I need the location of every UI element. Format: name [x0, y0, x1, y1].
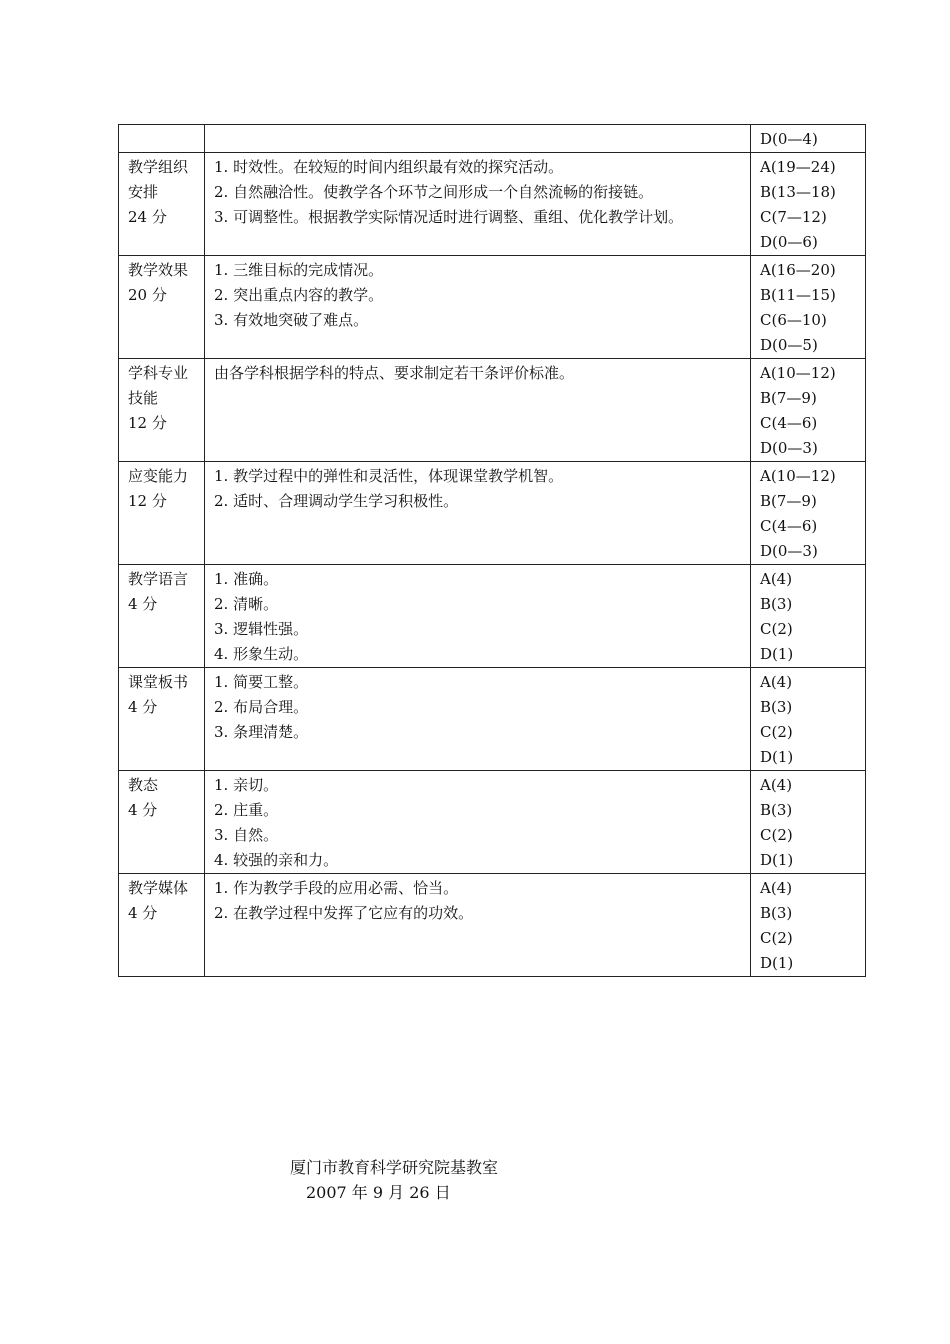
- criteria-line: 2. 在教学过程中发挥了它应有的功效。: [214, 904, 474, 922]
- grade-line: A(4): [760, 673, 793, 691]
- grade-line: C(2): [760, 620, 793, 638]
- criteria-line: 3. 自然。: [214, 826, 279, 844]
- grades-cell: [751, 771, 866, 874]
- criteria-line: 1. 时效性。在较短的时间内组织最有效的探究活动。: [214, 158, 564, 176]
- grade-line: C(2): [760, 723, 793, 741]
- grade-line: B(7—9): [760, 492, 817, 510]
- table-row: [119, 874, 866, 977]
- grade-line: B(3): [760, 801, 793, 819]
- category-line: 12 分: [128, 492, 167, 510]
- grade-line: D(0—6): [760, 233, 818, 251]
- evaluation-table-body: [119, 125, 866, 977]
- grades-cell: [751, 565, 866, 668]
- criteria-cell: [205, 125, 751, 153]
- criteria-line: 2. 自然融洽性。使教学各个环节之间形成一个自然流畅的衔接链。: [214, 183, 654, 201]
- category-cell: [119, 874, 205, 977]
- grade-line: A(4): [760, 776, 793, 794]
- category-cell: [119, 256, 205, 359]
- category-cell: [119, 359, 205, 462]
- grade-line: C(4—6): [760, 517, 818, 535]
- criteria-cell: [205, 668, 751, 771]
- table-row: [119, 359, 866, 462]
- grade-line: C(2): [760, 929, 793, 947]
- grade-line: D(0—3): [760, 439, 818, 457]
- category-cell: [119, 153, 205, 256]
- grade-line: A(4): [760, 879, 793, 897]
- grade-line: A(16—20): [760, 261, 836, 279]
- criteria-line: 1. 教学过程中的弹性和灵活性，体现课堂教学机智。: [214, 467, 564, 485]
- category-line: 12 分: [128, 414, 167, 432]
- criteria-cell: [205, 359, 751, 462]
- table-row: [119, 125, 866, 153]
- grade-line: A(19—24): [760, 158, 836, 176]
- criteria-cell: [205, 771, 751, 874]
- criteria-cell: [205, 874, 751, 977]
- criteria-line: 由各学科根据学科的特点、要求制定若干条评价标准。: [214, 364, 575, 382]
- category-cell: [119, 565, 205, 668]
- category-cell: [119, 125, 205, 153]
- criteria-line: 4. 较强的亲和力。: [214, 851, 339, 869]
- category-cell: [119, 771, 205, 874]
- table-row: [119, 565, 866, 668]
- grade-line: A(10—12): [760, 364, 836, 382]
- criteria-line: 1. 作为教学手段的应用必需、恰当。: [214, 879, 459, 897]
- category-line: 4 分: [128, 595, 158, 613]
- criteria-line: 2. 庄重。: [214, 801, 279, 819]
- criteria-line: 1. 简要工整。: [214, 673, 309, 691]
- category-line: 学科专业: [128, 364, 189, 382]
- criteria-cell: [205, 565, 751, 668]
- grade-line: D(0—4): [760, 130, 818, 148]
- criteria-line: 1. 亲切。: [214, 776, 279, 794]
- grade-line: D(1): [760, 851, 794, 869]
- category-line: 24 分: [128, 208, 167, 226]
- grades-cell: [751, 359, 866, 462]
- category-line: 教学效果: [128, 261, 189, 279]
- grade-line: B(3): [760, 904, 793, 922]
- criteria-cell: [205, 153, 751, 256]
- grade-line: B(11—15): [760, 286, 836, 304]
- table-row: [119, 153, 866, 256]
- category-line: 安排: [128, 183, 159, 201]
- category-line: 4 分: [128, 801, 158, 819]
- table-row: [119, 462, 866, 565]
- category-line: 20 分: [128, 286, 167, 304]
- category-line: 应变能力: [128, 467, 189, 485]
- category-cell: [119, 668, 205, 771]
- grade-line: C(4—6): [760, 414, 818, 432]
- table-row: [119, 256, 866, 359]
- grade-line: A(10—12): [760, 467, 836, 485]
- grade-line: B(3): [760, 698, 793, 716]
- category-line: 教学组织: [128, 158, 189, 176]
- grade-line: D(1): [760, 954, 794, 972]
- criteria-line: 1. 准确。: [214, 570, 279, 588]
- evaluation-table: [118, 124, 866, 977]
- grade-line: A(4): [760, 570, 793, 588]
- category-line: 技能: [128, 389, 159, 407]
- footer-organization: 厦门市教育科学研究院基教室: [290, 1158, 499, 1177]
- criteria-cell: [205, 462, 751, 565]
- category-line: 教学媒体: [128, 879, 189, 897]
- grade-line: C(7—12): [760, 208, 827, 226]
- criteria-line: 1. 三维目标的完成情况。: [214, 261, 384, 279]
- category-line: 教学语言: [128, 570, 189, 588]
- table-row: [119, 668, 866, 771]
- criteria-line: 2. 布局合理。: [214, 698, 309, 716]
- grade-line: C(6—10): [760, 311, 827, 329]
- criteria-line: 2. 适时、合理调动学生学习积极性。: [214, 492, 459, 510]
- criteria-line: 3. 可调整性。根据教学实际情况适时进行调整、重组、优化教学计划。: [214, 208, 684, 226]
- criteria-line: 3. 逻辑性强。: [214, 620, 309, 638]
- grade-line: D(1): [760, 748, 794, 766]
- grade-line: B(7—9): [760, 389, 817, 407]
- grade-line: D(1): [760, 645, 794, 663]
- grade-line: D(0—5): [760, 336, 818, 354]
- grades-cell: [751, 153, 866, 256]
- grade-line: D(0—3): [760, 542, 818, 560]
- category-line: 教态: [128, 776, 159, 794]
- criteria-cell: [205, 256, 751, 359]
- category-line: 课堂板书: [128, 673, 189, 691]
- criteria-line: 2. 清晰。: [214, 595, 279, 613]
- criteria-line: 3. 条理清楚。: [214, 723, 309, 741]
- grades-cell: [751, 462, 866, 565]
- grades-cell: [751, 125, 866, 153]
- grades-cell: [751, 874, 866, 977]
- grades-cell: [751, 668, 866, 771]
- grade-line: B(13—18): [760, 183, 836, 201]
- category-line: 4 分: [128, 904, 158, 922]
- table-row: [119, 771, 866, 874]
- criteria-line: 3. 有效地突破了难点。: [214, 311, 369, 329]
- grade-line: B(3): [760, 595, 793, 613]
- footer-date: 2007 年 9 月 26 日: [306, 1183, 451, 1202]
- category-line: 4 分: [128, 698, 158, 716]
- grade-line: C(2): [760, 826, 793, 844]
- category-cell: [119, 462, 205, 565]
- grades-cell: [751, 256, 866, 359]
- criteria-line: 2. 突出重点内容的教学。: [214, 286, 384, 304]
- criteria-line: 4. 形象生动。: [214, 645, 309, 663]
